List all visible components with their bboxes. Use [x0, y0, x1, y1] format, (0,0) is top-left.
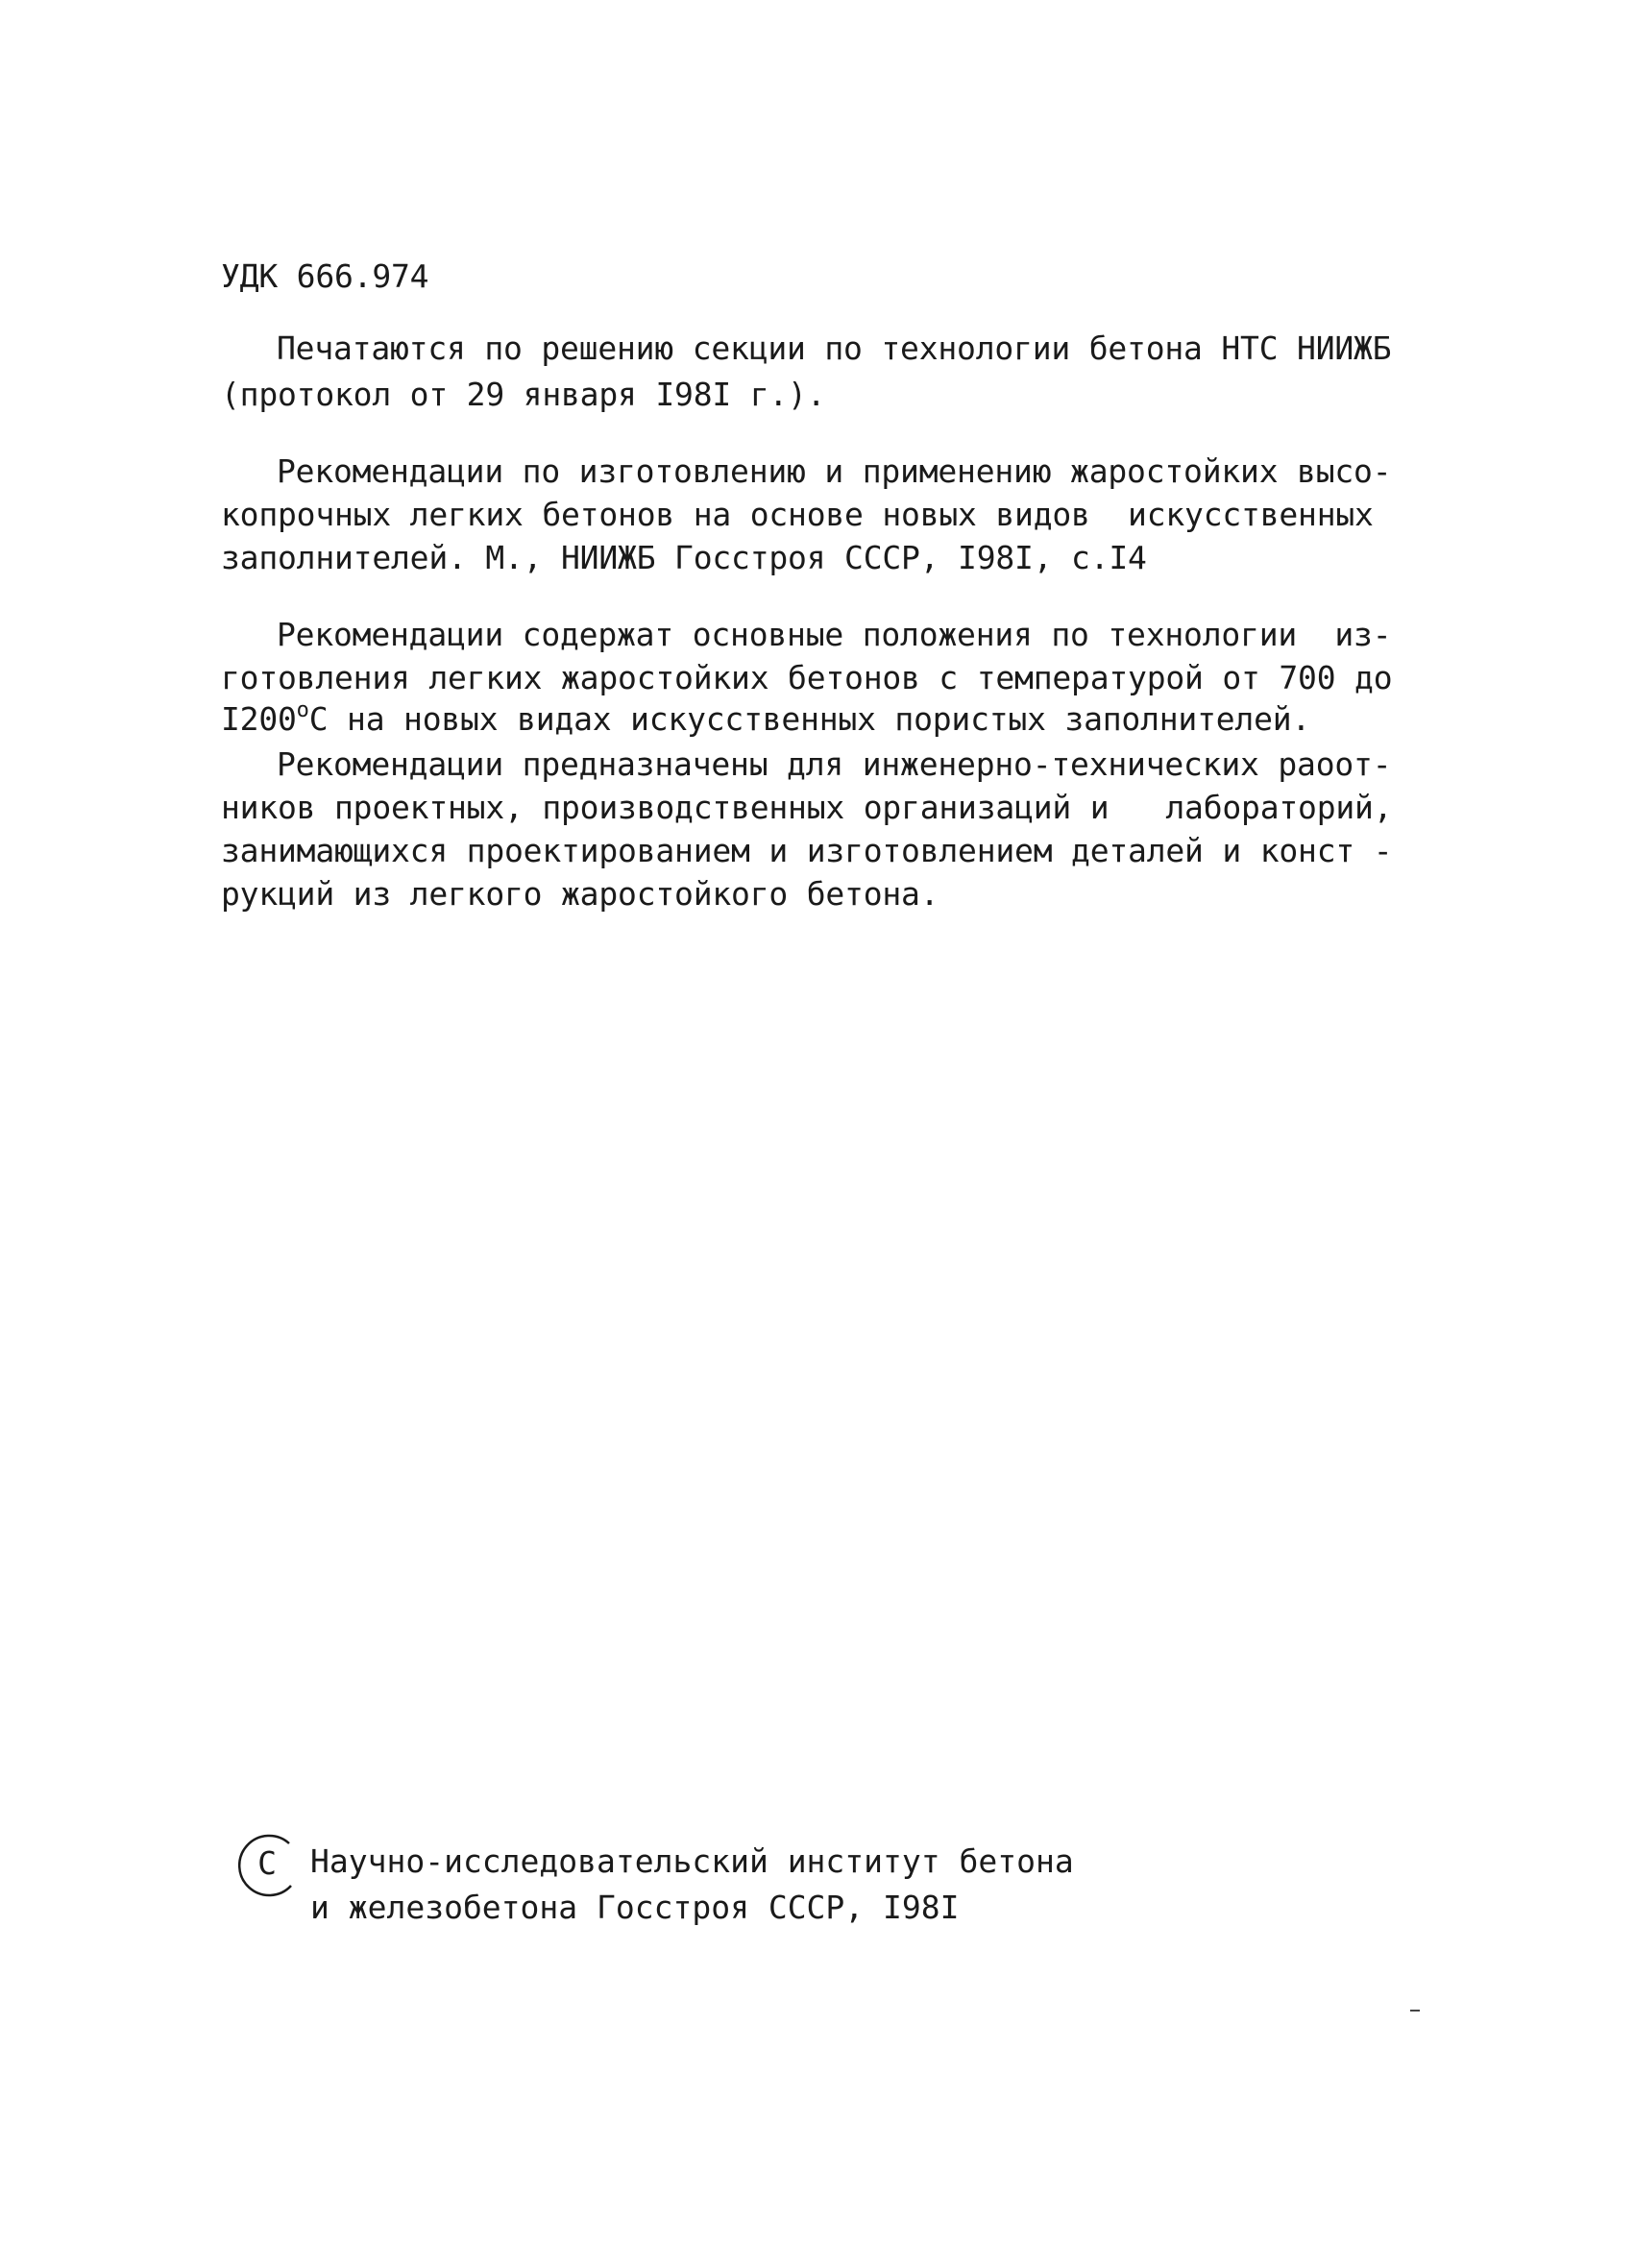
copyright-icon	[233, 1830, 301, 1901]
publication-note-line-2: (протокол от 29 января I98I г.).	[221, 376, 826, 413]
copyright-block	[233, 1830, 1194, 1945]
copyright-line-1: Научно-исследовательский институт бетона	[310, 1842, 1074, 1880]
copyright-symbol-letter: С	[257, 1844, 277, 1882]
purpose-line-1: Рекомендации предназначены для инженерно-технических раоот-	[277, 745, 1392, 783]
purpose-line-2: ников проектных, производственных организаций и лабораторий,	[221, 789, 1393, 826]
bibliography-line-3: заполнителей. М., НИИЖБ Госстроя СССР, I98I, с.I4	[221, 539, 1147, 576]
purpose-line-4: рукций из легкого жаростойкого бетона.	[221, 875, 939, 913]
degree-superscript: o	[296, 698, 309, 722]
abstract-line-1: Рекомендации содержат основные положения по технологии из-	[277, 616, 1392, 653]
abstract-line-3-text: С на новых видах искусственных пористых заполнителей.	[308, 700, 1311, 738]
scan-mark	[1410, 2010, 1420, 2012]
bibliography-line-2: копрочных легких бетонов на основе новых видов искусственных	[221, 496, 1374, 533]
abstract-line-2: готовления легких жаростойких бетонов с температурой от 700 до	[221, 659, 1393, 696]
abstract-temperature-value: I200	[221, 700, 297, 738]
copyright-line-2: и железобетона Госстроя СССР, I98I	[310, 1889, 960, 1926]
bibliography-line-1: Рекомендации по изготовлению и применению жаростойких высо-	[277, 452, 1392, 490]
udc-code: УДК 666.974	[221, 257, 429, 295]
publication-note-line-1: Печатаются по решению секции по технологии бетона НТС НИИЖБ	[277, 329, 1392, 367]
abstract-line-3	[221, 697, 1374, 745]
purpose-line-3: занимающихся проектированием и изготовлением деталей и конст -	[221, 832, 1393, 869]
